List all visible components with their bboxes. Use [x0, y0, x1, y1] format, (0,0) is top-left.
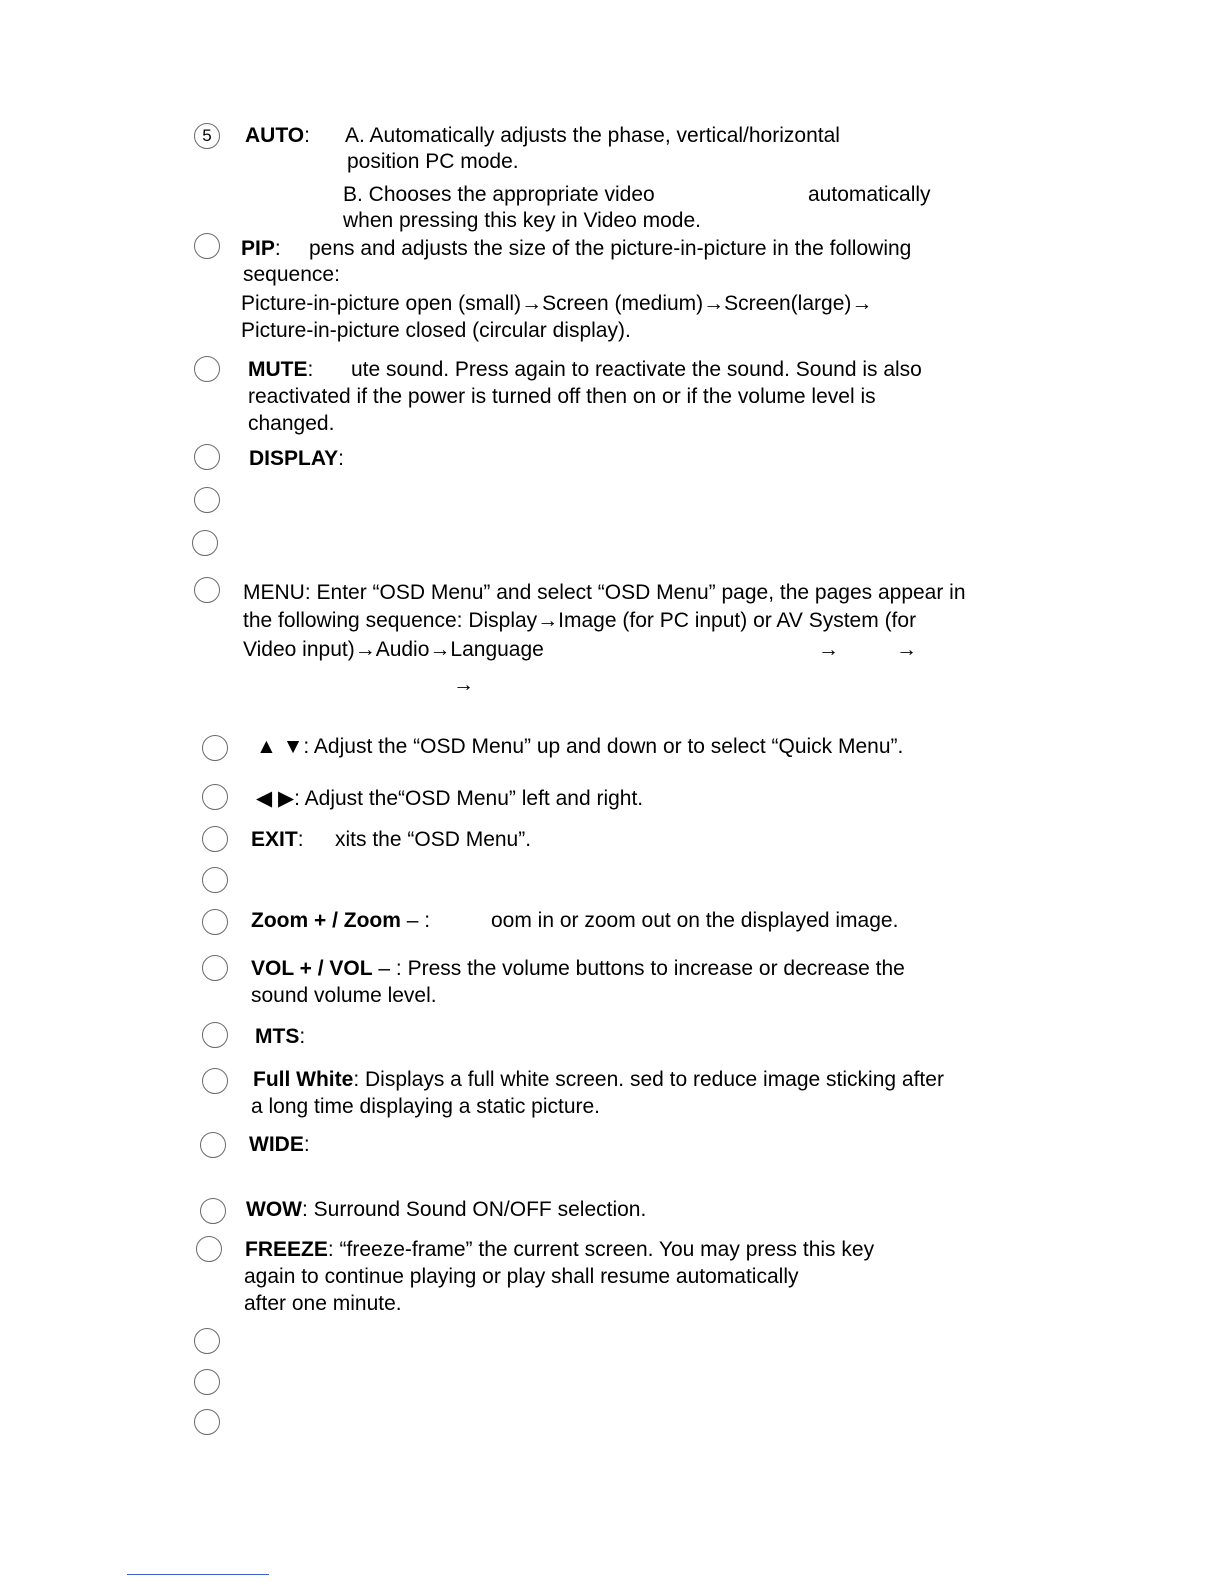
- fullwhite-line-1: [253, 1067, 944, 1093]
- mts-sep: :: [299, 1025, 306, 1048]
- menu-arrow-3: →: [453, 673, 474, 696]
- leftright-text: : Adjust the“OSD Menu” left and right.: [294, 787, 644, 810]
- pip-entry-heading: [241, 236, 281, 262]
- menu-line-3: Video input)→Audio→Language: [243, 638, 544, 661]
- item-marker-exit: [202, 826, 228, 852]
- freeze-line-1: [245, 1237, 874, 1263]
- mts-term: MTS: [255, 1025, 300, 1048]
- item-marker-display: [194, 444, 220, 470]
- item-marker-updown: [202, 735, 228, 761]
- freeze-text: : “freeze-frame” the current screen. You may press this key: [327, 1238, 875, 1261]
- wide-term: WIDE: [249, 1133, 304, 1156]
- item-marker-vol: [202, 955, 228, 981]
- item-marker-blank-2: [192, 530, 218, 556]
- pip-term: PIP: [241, 237, 275, 260]
- menu-term: MENU: [243, 581, 305, 604]
- auto-line-b2: when pressing this key in Video mode.: [343, 209, 701, 232]
- menu-arrow-1: →: [818, 638, 839, 661]
- updown-entry: [256, 734, 903, 760]
- menu-text-1: : Enter “OSD Menu” and select “OSD Menu” page, the pages appear in: [304, 581, 966, 604]
- auto-term: AUTO: [245, 124, 305, 147]
- pip-line-4: Picture-in-picture closed (circular display).: [241, 319, 631, 342]
- item-marker-pip: [194, 233, 220, 259]
- item-marker-blank-5: [194, 1369, 220, 1395]
- display-term: DISPLAY: [249, 447, 339, 470]
- wow-term: WOW: [246, 1198, 302, 1221]
- item-marker-mute: [194, 356, 220, 382]
- fullwhite-line-2: a long time displaying a static picture.: [251, 1095, 601, 1118]
- auto-sep: :: [304, 124, 310, 147]
- updown-text: : Adjust the “OSD Menu” up and down or to select “Quick Menu”.: [303, 735, 904, 758]
- item-marker-menu: [194, 577, 220, 603]
- vol-line-1: [251, 956, 905, 982]
- mute-line-2: reactivated if the power is turned off then on or if the volume level is: [248, 385, 876, 408]
- footer-divider: [127, 1574, 269, 1575]
- pip-line-1: pens and adjusts the size of the picture-in-picture in the following: [309, 237, 912, 260]
- item-marker-blank-6: [194, 1409, 220, 1435]
- wide-entry-heading: [249, 1132, 310, 1158]
- menu-line-1: [243, 580, 966, 606]
- item-marker-fullwhite: [202, 1068, 228, 1094]
- freeze-term: FREEZE: [245, 1238, 328, 1261]
- auto-line-b1-tail: automatically: [808, 183, 931, 206]
- mute-line-1: ute sound. Press again to reactivate the sound. Sound is also: [351, 358, 922, 381]
- pip-line-2: sequence:: [243, 263, 340, 286]
- item-marker-blank-1: [194, 487, 220, 513]
- item-marker-leftright: [202, 784, 228, 810]
- auto-entry-heading: [245, 123, 310, 149]
- item-marker-wow: [200, 1198, 226, 1224]
- mute-term: MUTE: [248, 358, 308, 381]
- leftright-arrows: ◀ ▶: [256, 787, 295, 810]
- freeze-line-3: after one minute.: [244, 1292, 402, 1315]
- display-entry-heading: [249, 446, 344, 472]
- exit-term: EXIT: [251, 828, 298, 851]
- item-number: 5: [202, 126, 212, 145]
- pip-line-3: Picture-in-picture open (small)→Screen (medium)→Screen(large)→: [241, 292, 873, 315]
- wow-text: : Surround Sound ON/OFF selection.: [301, 1198, 647, 1221]
- zoom-sep: – :: [400, 909, 431, 932]
- updown-arrows: ▲ ▼: [256, 735, 304, 758]
- item-marker-blank-4: [194, 1328, 220, 1354]
- freeze-line-2: again to continue playing or play shall resume automatically: [244, 1265, 799, 1288]
- item-marker-freeze: [196, 1236, 222, 1262]
- menu-line-2: the following sequence: Display→Image (for PC input) or AV System (for: [243, 609, 917, 632]
- zoom-entry-heading: [251, 908, 430, 934]
- mts-entry-heading: [255, 1024, 305, 1050]
- menu-arrow-2: →: [896, 638, 917, 661]
- item-marker-blank-3: [202, 867, 228, 893]
- item-marker-wide: [200, 1132, 226, 1158]
- wow-entry: [246, 1197, 646, 1223]
- zoom-text: oom in or zoom out on the displayed image.: [491, 909, 899, 932]
- display-sep: :: [338, 447, 344, 470]
- mute-entry-heading: [248, 357, 313, 383]
- vol-term: VOL + / VOL: [251, 957, 373, 980]
- zoom-term: Zoom + / Zoom: [251, 909, 401, 932]
- mute-line-3: changed.: [248, 412, 335, 435]
- auto-line-b1: B. Chooses the appropriate video: [343, 183, 655, 206]
- leftright-entry: [256, 786, 643, 812]
- vol-line-2: sound volume level.: [251, 984, 437, 1007]
- exit-text: xits the “OSD Menu”.: [335, 828, 532, 851]
- wide-sep: :: [303, 1133, 310, 1156]
- exit-entry-heading: [251, 827, 304, 853]
- item-marker-auto: [194, 123, 220, 149]
- exit-sep: :: [297, 828, 304, 851]
- auto-line-a2: position PC mode.: [347, 150, 519, 173]
- mute-sep: :: [307, 358, 314, 381]
- fullwhite-text: : Displays a full white screen. sed to reduce image sticking after: [353, 1068, 944, 1091]
- vol-text: – : Press the volume buttons to increase or decrease the: [372, 957, 905, 980]
- pip-sep: :: [274, 237, 281, 260]
- auto-line-a1: A. Automatically adjusts the phase, vertical/horizontal: [345, 124, 840, 147]
- fullwhite-term: Full White: [253, 1068, 354, 1091]
- item-marker-mts: [202, 1022, 228, 1048]
- item-marker-zoom: [202, 909, 228, 935]
